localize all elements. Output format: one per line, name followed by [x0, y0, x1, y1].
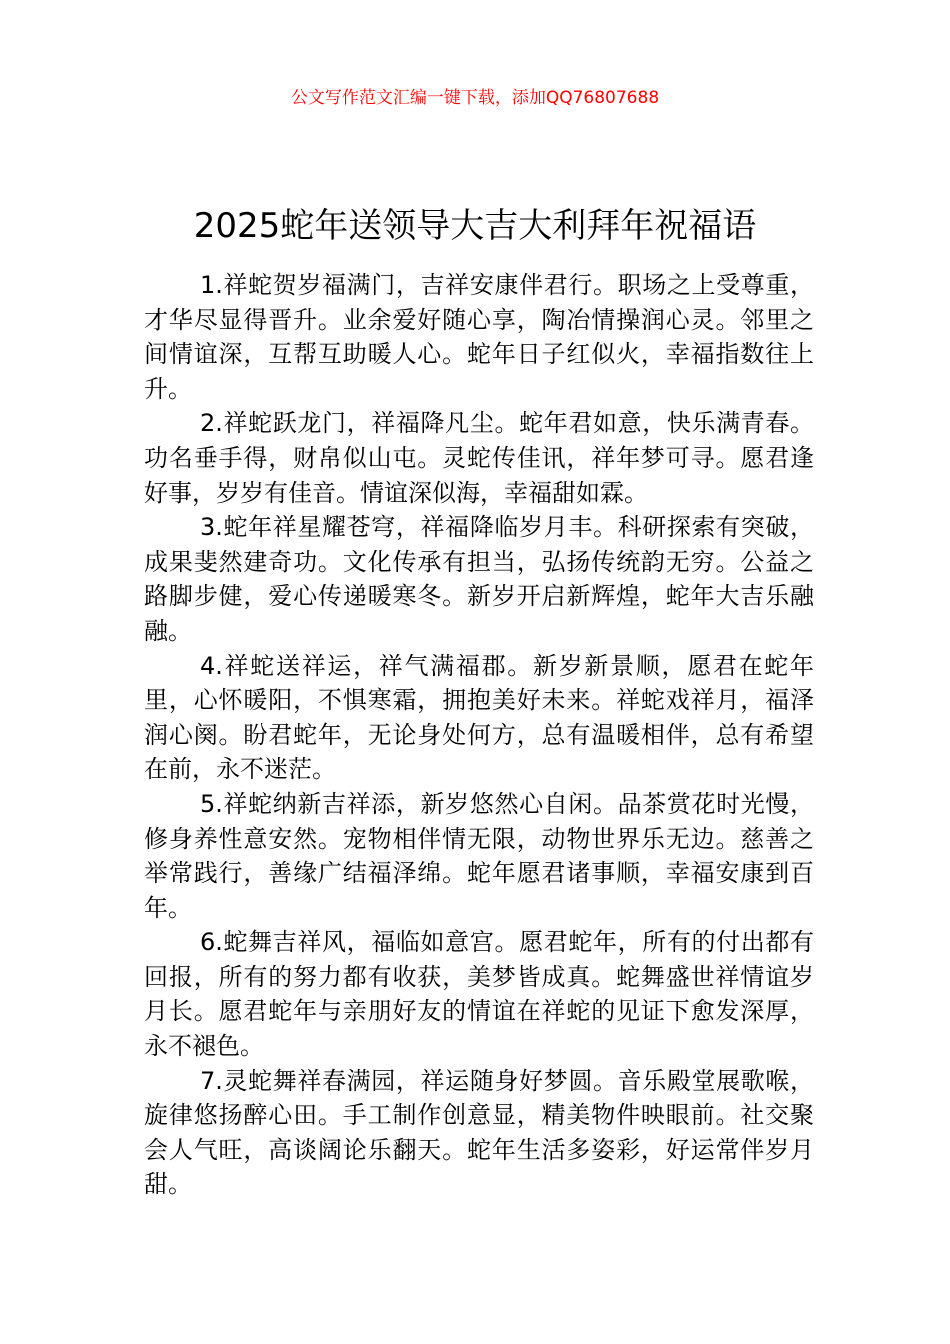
download-notice: 公文写作范文汇编一键下载，添加QQ76807688	[290, 88, 660, 108]
paragraph-5: 5.祥蛇纳新吉祥添，新岁悠然心自闲。品茶赏花时光慢，修身养性意安然。宠物相伴情无限，动物世界乐无边。慈善之举常践行，善缘广结福泽绵。蛇年愿君诸事顺，幸福安康到百年。	[144, 789, 814, 922]
paragraph-7: 7.灵蛇舞祥春满园，祥运随身好梦圆。音乐殿堂展歌喉，旋律悠扬醉心田。手工制作创意显，精美物件映眼前。社交聚会人气旺，高谈阔论乐翻天。蛇年生活多姿彩，好运常伴岁月甜。	[144, 1066, 814, 1199]
document-title: 2025蛇年送领导大吉大利拜年祝福语	[193, 205, 757, 246]
paragraph-2: 2.祥蛇跃龙门，祥福降凡尘。蛇年君如意，快乐满青春。功名垂手得，财帛似山屯。灵蛇传佳讯，祥年梦可寻。愿君逢好事，岁岁有佳音。情谊深似海，幸福甜如霖。	[144, 409, 814, 507]
paragraph-6: 6.蛇舞吉祥风，福临如意宫。愿君蛇年，所有的付出都有回报，所有的努力都有收获，美梦皆成真。蛇舞盛世祥情谊岁月长。愿君蛇年与亲朋好友的情谊在祥蛇的见证下愈发深厚，永不褪色。	[144, 928, 814, 1061]
paragraph-3: 3.蛇年祥星耀苍穹，祥福降临岁月丰。科研探索有突破，成果斐然建奇功。文化传承有担当，弘扬传统韵无穷。公益之路脚步健，爱心传递暖寒冬。新岁开启新辉煌，蛇年大吉乐融融。	[144, 513, 814, 645]
paragraph-1: 1.祥蛇贺岁福满门，吉祥安康伴君行。职场之上受尊重，才华尽显得晋升。业余爱好随心享，陶冶情操润心灵。邻里之间情谊深，互帮互助暖人心。蛇年日子红似火，幸福指数往上升。	[144, 271, 814, 403]
document-body	[144, 268, 814, 1202]
paragraph-4: 4.祥蛇送祥运，祥气满福郡。新岁新景顺，愿君在蛇年里，心怀暖阳，不惧寒霜，拥抱美好未来。祥蛇戏祥月，福泽润心阕。盼君蛇年，无论身处何方，总有温暖相伴，总有希望在前，永不迷茫。	[144, 651, 814, 784]
